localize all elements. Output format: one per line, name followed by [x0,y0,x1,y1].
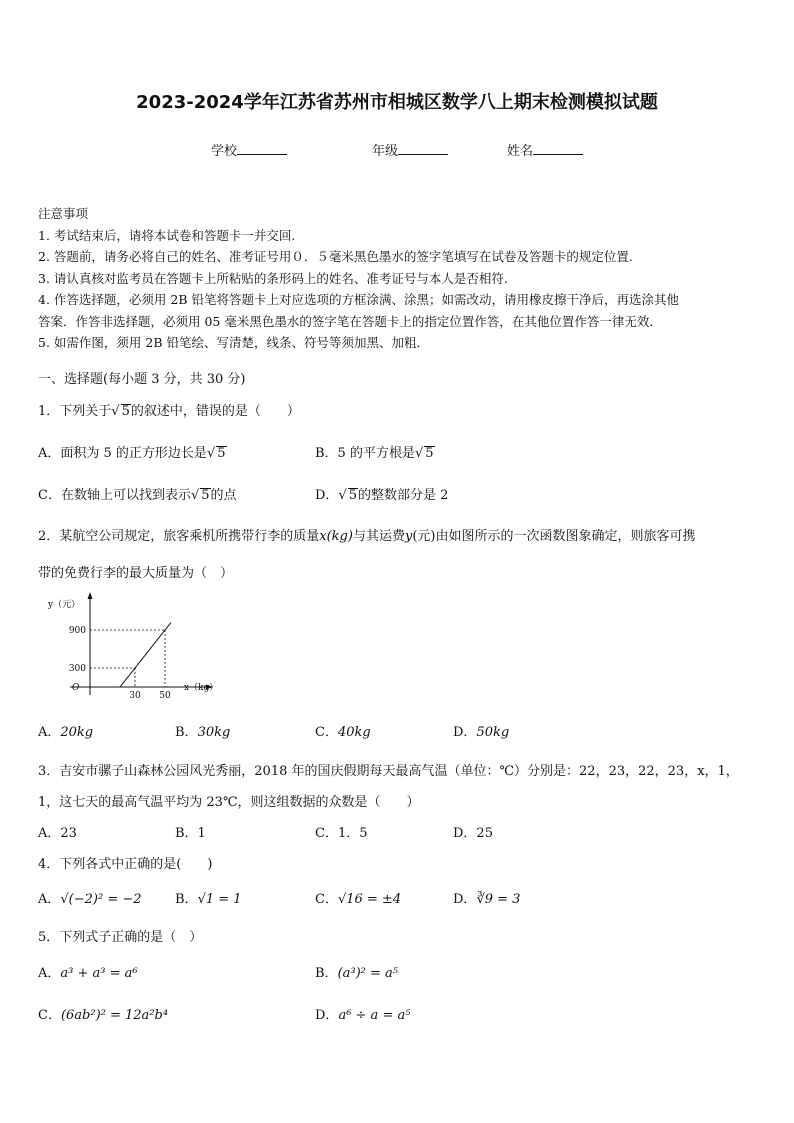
note-item: 2. 答题前，请务必将自己的姓名、准考证号用０．５毫米黑色墨水的签字笔填写在试卷及答题卡的规定位置. [38,249,633,264]
y-tick-label-900: 900 [68,626,86,636]
origin-label: O [72,683,80,693]
freight-chart [40,592,230,702]
function-line [120,622,171,687]
question-2-option-a[interactable]: A．20kg [38,725,94,740]
question-3-stem-line2: 1，这七天的最高气温平均为 23℃，则这组数据的众数是（ ） [38,795,420,810]
question-2-stem-line2: 带的免费行李的最大质量为（ ） [38,566,234,581]
question-5-stem: 5．下列式子正确的是（ ） [38,930,203,945]
question-1-option-b[interactable]: B．5 的平方根是√ 5 [315,446,434,461]
note-item: 3. 请认真核对监考员在答题卡上所粘贴的条形码上的姓名、准考证号与本人是否相符. [38,270,508,286]
note-item: 答案．作答非选择题，必须用 05 毫米黑色墨水的签字笔在答题卡上的指定位置作答，在其他位置作答一律无效． [38,313,662,329]
question-1-stem: 1．下列关于√ 5的叙述中，错误的是（ ） [38,404,300,419]
question-3-stem-line1: 3．吉安市骡子山森林公园风光秀丽，2018 年的国庆假期每天最高气温（单位：℃）分别是：22，23，22，23，x，1， [38,764,739,779]
section-heading: 一、选择题(每小题 3 分，共 30 分) [38,372,246,387]
question-4-option-c[interactable]: C．√16 = ±4 [315,892,402,907]
question-2-option-b[interactable]: B．30kg [175,725,231,740]
notes-block [38,203,758,354]
question-5-option-b[interactable]: B．(a³)² = a⁵ [315,966,398,981]
question-2-option-d[interactable]: D．50kg [453,725,510,740]
question-4-option-b[interactable]: B．√1 = 1 [175,892,242,907]
y-axis-arrow [88,592,93,599]
question-3-option-b[interactable]: B．1 [175,826,206,841]
y-tick-label-300: 300 [68,664,86,674]
question-3-option-d[interactable]: D．25 [453,826,493,841]
question-2-option-c[interactable]: C．40kg [315,725,371,740]
x-tick-label-50: 50 [159,691,171,701]
question-2-stem-line1: 2．某航空公司规定，旅客乘机所携带行李的质量x(kg)与其运费y(元)由如图所示的一次函数图象确定，则旅客可携 [38,529,696,544]
school-field[interactable]: 学校 [211,140,287,159]
question-4-stem: 4．下列各式中正确的是( ) [38,857,213,872]
question-5-option-a[interactable]: A．a³ + a³ = a⁶ [38,966,138,981]
y-axis-label: y（元） [48,600,81,610]
question-4-option-a[interactable]: A．√(−2)² = −2 [38,892,142,907]
note-item: 4. 作答选择题，必须用 2B 铅笔将答题卡上对应选项的方框涂满、涂黑；如需改动，请用橡皮擦干净后，再选涂其他 [38,292,679,307]
x-axis-label: x（kg） [184,683,219,693]
x-tick-label-30: 30 [129,691,141,701]
notes-heading: 注意事项 [38,206,89,221]
question-5-option-c[interactable]: C．(6ab²)² = 12a²b⁴ [38,1008,169,1023]
question-4-option-d[interactable]: D．∛9 = 3 [453,892,521,907]
question-1-option-c[interactable]: C．在数轴上可以找到表示√ 5的点 [38,488,237,503]
question-3-option-c[interactable]: C．1．5 [315,826,368,841]
question-5-option-d[interactable]: D．a⁶ ÷ a = a⁵ [315,1008,411,1023]
question-1-option-d[interactable]: D．√ 5的整数部分是 2 [315,488,449,503]
question-3-option-a[interactable]: A．23 [38,826,77,841]
question-1-option-a[interactable]: A．面积为 5 的正方形边长是√ 5 [38,446,226,461]
note-item: 1. 考试结束后，请将本试卷和答题卡一并交回. [38,227,296,243]
page-title: 2023-2024学年江苏省苏州市相城区数学八上期末检测模拟试题 [136,92,658,113]
name-field[interactable]: 姓名 [507,140,583,159]
grade-field[interactable]: 年级 [372,140,448,159]
note-item: 5. 如需作图，须用 2B 铅笔绘、写清楚，线条、符号等须加黑、加粗． [38,335,429,350]
